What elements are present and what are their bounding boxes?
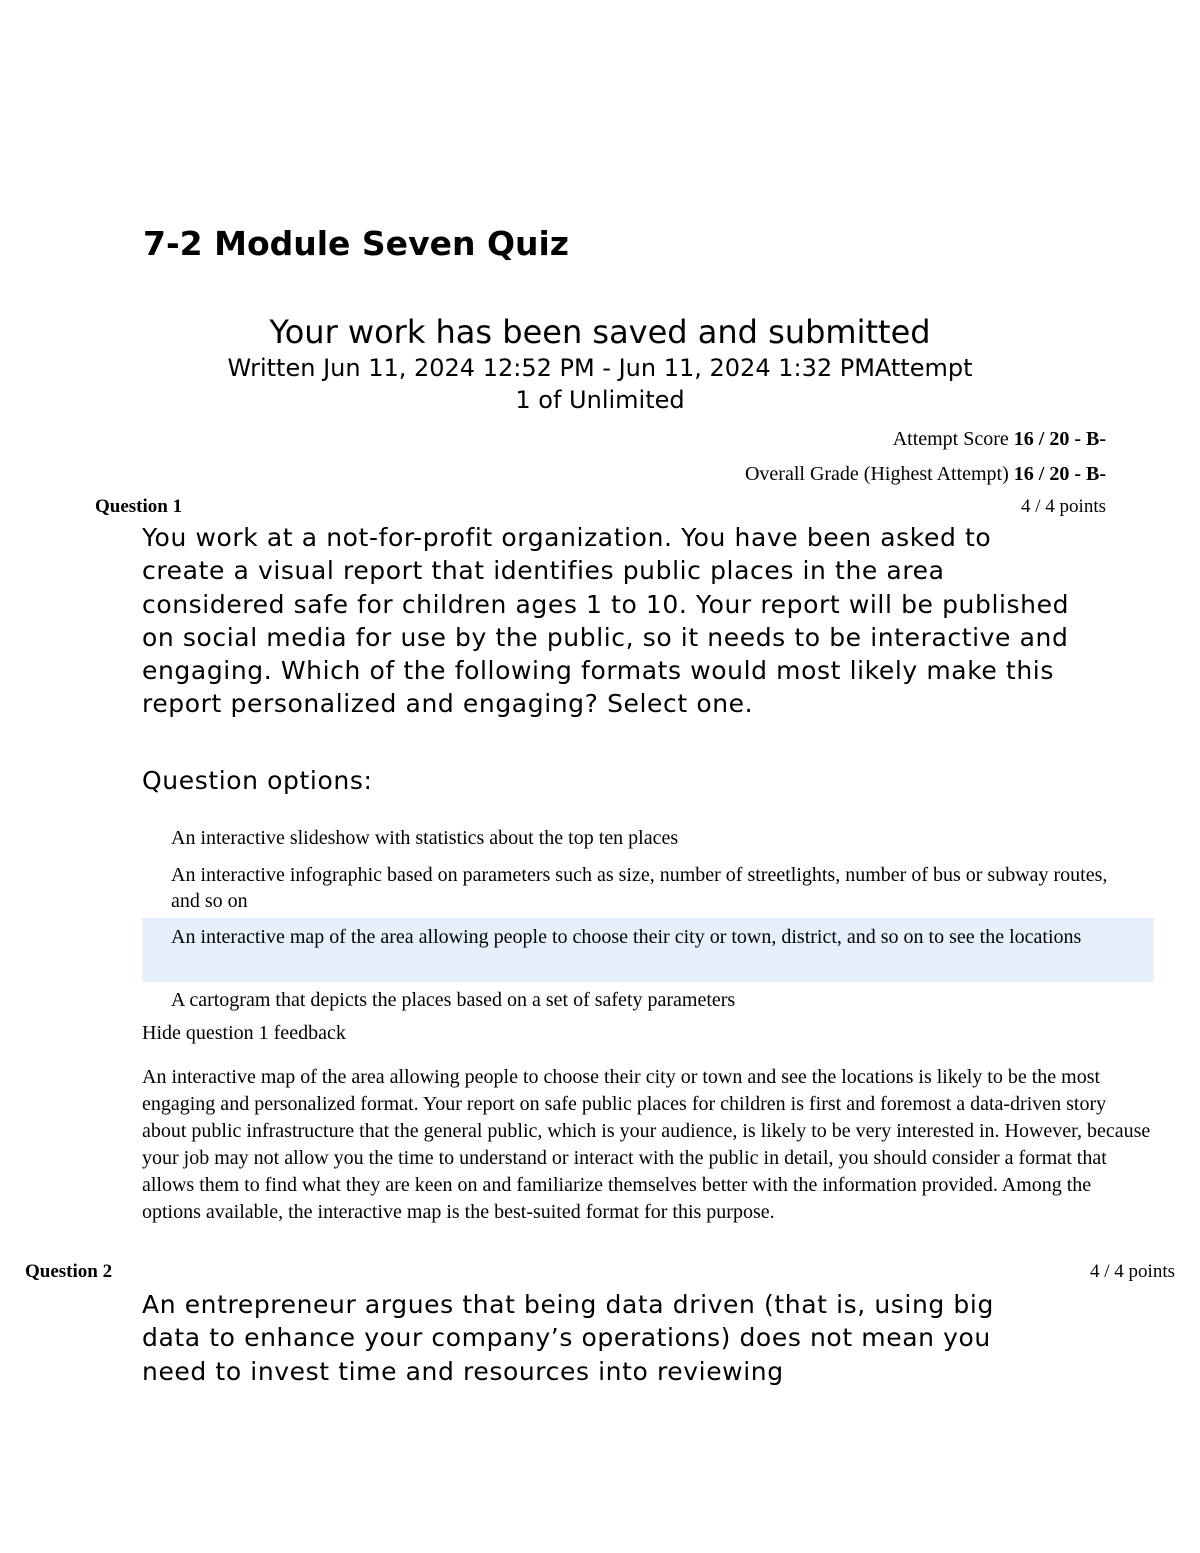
question-1-label: Question 1 bbox=[95, 496, 183, 517]
question-2-text: An entrepreneur argues that being data driven (that is, using big data to enhance your company’s operations) does not mean you need to invest time and resources into reviewing bbox=[142, 1290, 994, 1386]
question-1-option-4[interactable]: A cartogram that depicts the places based on a set of safety parameters bbox=[171, 989, 736, 1011]
overall-grade-label: Overall Grade (Highest Attempt) bbox=[744, 463, 1009, 485]
quiz-title: 7-2 Module Seven Quiz bbox=[143, 224, 570, 263]
submission-timestamp: Written Jun 11, 2024 12:52 PM - Jun 11, 2024 1:32 PMAttempt bbox=[227, 354, 973, 382]
question-1-option-1[interactable]: An interactive slideshow with statistics about the top ten places bbox=[171, 827, 679, 849]
attempt-score-row bbox=[893, 426, 1106, 452]
question-1-feedback: An interactive map of the area allowing people to choose their city or town and see the locations is likely to be the most engaging and personalized format. Your report on safe public places for children is first and foremost a data-driven story about public infrastructure that the general public, which is your audience, is likely to be very interested in. However, because your job may not allow you the time to understand or interact with the public in detail, you should consider a format that allows them to find what they are keen on and familiarize themselves better with the information provided. Among the options available, the interactive map is the best-suited format for this purpose. bbox=[142, 1066, 1151, 1223]
overall-grade-value: 16 / 20 - B- bbox=[1013, 463, 1106, 485]
question-2-label: Question 2 bbox=[25, 1261, 113, 1282]
hide-feedback-link[interactable]: Hide question 1 feedback bbox=[142, 1022, 346, 1044]
attempt-count: 1 of Unlimited bbox=[515, 386, 685, 414]
submission-heading: Your work has been saved and submitted bbox=[269, 313, 931, 351]
attempt-score-value: 16 / 20 - B- bbox=[1013, 428, 1106, 450]
question-1-points: 4 / 4 points bbox=[1021, 496, 1106, 517]
attempt-score-label: Attempt Score bbox=[892, 428, 1009, 450]
question-1-option-3-selected[interactable]: An interactive map of the area allowing people to choose their city or town, district, and so on to see the locations bbox=[142, 918, 1154, 982]
question-1-options-heading: Question options: bbox=[142, 766, 373, 795]
question-1-text: You work at a not-for-profit organization. You have been asked to create a visual report that identifies public places in the area considered safe for children ages 1 to 10. Your report will be published on social media for use by the public, so it needs to be interactive and engaging. Which of the following formats would most likely make this report personalized and engaging? Select one. bbox=[142, 523, 1070, 719]
question-1-option-2[interactable]: An interactive infographic based on parameters such as size, number of streetlights, number of bus or subway routes, and so on bbox=[171, 864, 1108, 912]
overall-grade-row bbox=[745, 461, 1106, 487]
question-2-points: 4 / 4 points bbox=[1090, 1261, 1175, 1282]
submission-summary bbox=[140, 312, 1060, 416]
